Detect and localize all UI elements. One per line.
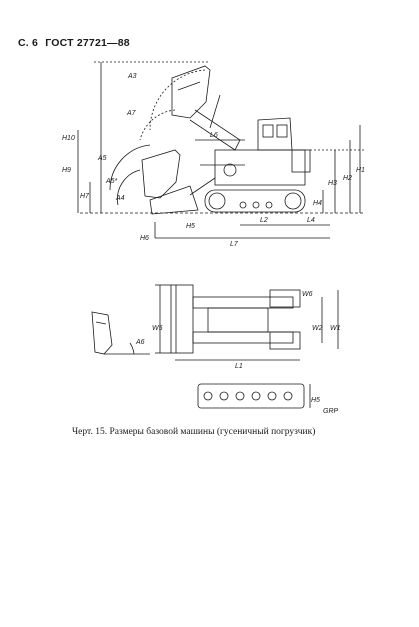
label-h7: H7 xyxy=(80,193,89,200)
road-wheel-2 xyxy=(253,202,259,208)
label-track-h5: H5 xyxy=(311,397,320,404)
label-a6: A6 xyxy=(136,339,145,346)
label-l2: L2 xyxy=(260,217,268,224)
ground-bucket xyxy=(150,186,198,214)
raised-arm xyxy=(190,110,240,150)
track-link-5 xyxy=(268,392,276,400)
label-w6: W6 xyxy=(302,291,313,298)
label-a5s: A5* xyxy=(106,178,118,185)
label-h2: H2 xyxy=(343,175,352,182)
raised-bucket xyxy=(172,66,210,118)
machine-body xyxy=(215,150,305,185)
track-chain xyxy=(198,384,304,408)
counterweight-lower xyxy=(270,332,300,349)
engine-hood xyxy=(292,150,310,172)
label-w5: W5 xyxy=(152,325,163,332)
label-grp: GRP xyxy=(323,408,339,415)
standard-number: ГОСТ 27721—88 xyxy=(45,37,130,49)
label-l7: L7 xyxy=(230,241,238,248)
bucket-detail xyxy=(92,312,150,354)
track-link-3 xyxy=(236,392,244,400)
track-link-6 xyxy=(284,392,292,400)
label-a4: A4 xyxy=(116,195,125,202)
track-upper xyxy=(193,297,293,308)
counterweight-upper xyxy=(270,290,300,307)
side-view xyxy=(62,62,365,248)
label-h3: H3 xyxy=(328,180,337,187)
label-h5: H5 xyxy=(186,223,195,230)
label-l1: L1 xyxy=(235,363,243,370)
bucket-profile xyxy=(92,312,112,354)
label-a5: A5 xyxy=(98,155,107,162)
top-view xyxy=(152,285,341,370)
drive-sprocket xyxy=(285,193,301,209)
label-a3: A3 xyxy=(128,73,137,80)
body-top xyxy=(208,308,268,332)
page-number: С. 6 xyxy=(18,37,39,49)
track-link-2 xyxy=(220,392,228,400)
label-h10: H10 xyxy=(62,135,75,142)
label-h9: H9 xyxy=(62,167,71,174)
label-l4: L4 xyxy=(307,217,315,224)
label-h4: H4 xyxy=(313,200,322,207)
track-link-1 xyxy=(204,392,212,400)
label-h1: H1 xyxy=(356,167,365,174)
track-link-4 xyxy=(252,392,260,400)
label-w2: W2 xyxy=(312,325,323,332)
lower-arm xyxy=(190,178,215,195)
label-l6: L6 xyxy=(210,132,218,139)
cab-window-1 xyxy=(263,125,273,137)
label-w1: W1 xyxy=(330,325,341,332)
label-h6: H6 xyxy=(140,235,149,242)
figure-caption: Черт. 15. Размеры базовой машины (гусеничный погрузчик) xyxy=(72,427,316,437)
bucket-top xyxy=(171,285,193,353)
arc-a7 xyxy=(140,110,175,140)
cab-window-2 xyxy=(277,125,287,137)
label-a7: A7 xyxy=(127,110,136,117)
road-wheel-3 xyxy=(266,202,272,208)
arc-a6 xyxy=(130,343,134,354)
pivot-pin xyxy=(224,164,236,176)
track-detail xyxy=(198,384,339,415)
idler-wheel xyxy=(209,193,225,209)
track-lower xyxy=(193,332,293,343)
raised-bucket-rib xyxy=(178,82,200,90)
arc-a3 xyxy=(150,70,205,130)
road-wheel-1 xyxy=(240,202,246,208)
mid-bucket xyxy=(142,150,180,198)
bucket-profile-rib xyxy=(96,322,106,324)
